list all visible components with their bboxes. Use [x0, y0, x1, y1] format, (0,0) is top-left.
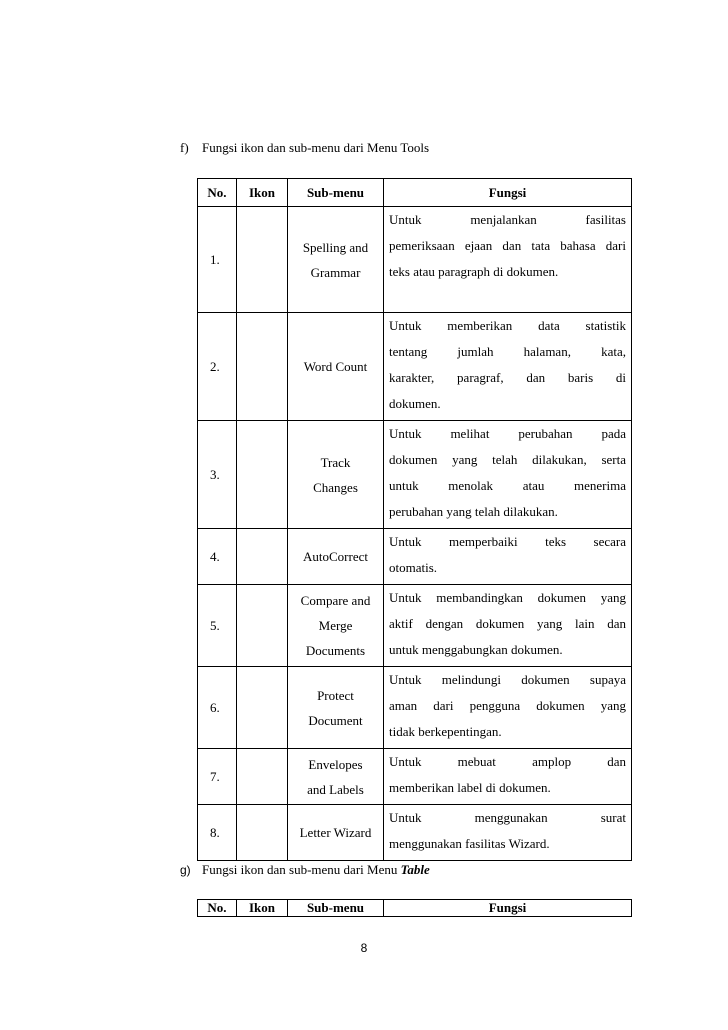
section-g-marker: g) — [180, 863, 191, 877]
row-submenu — [288, 207, 384, 313]
row-fungsi — [384, 421, 632, 529]
row-fungsi — [384, 313, 632, 421]
table-row — [198, 667, 632, 749]
fungsi-line: Untuk memberikan data statistik — [389, 318, 626, 333]
submenu-line: Letter Wizard — [299, 825, 372, 840]
fungsi-line: aman dari pengguna dokumen yang — [389, 698, 626, 713]
row-submenu — [288, 749, 384, 805]
row-fungsi — [384, 585, 632, 667]
section-g-heading — [180, 862, 430, 878]
row-fungsi — [384, 805, 632, 861]
table-row — [198, 805, 632, 861]
submenu-line: Protect — [317, 687, 354, 703]
row-icon-cell — [237, 749, 288, 805]
row-number: 8. — [198, 805, 237, 861]
fungsi-line: memberikan label di dokumen. — [389, 780, 551, 795]
fungsi-line: untuk menggabungkan dokumen. — [389, 642, 563, 657]
row-number: 2. — [198, 313, 237, 421]
table-menu-table — [197, 899, 632, 917]
fungsi-line: perubahan yang telah dilakukan. — [389, 504, 558, 519]
fungsi-line: Untuk mebuat amplop dan — [389, 754, 626, 769]
fungsi-line: untuk menolak atau menerima — [389, 478, 626, 493]
section-g-title-emphasis: Table — [400, 862, 430, 877]
header-submenu: Sub-menu — [288, 900, 384, 917]
submenu-line: Spelling and — [302, 239, 369, 255]
header-ikon: Ikon — [237, 900, 288, 917]
section-f-title: Fungsi ikon dan sub-menu dari Menu Tools — [202, 140, 430, 155]
fungsi-line: dokumen yang telah dilakukan, serta — [389, 452, 626, 467]
row-icon-cell — [237, 421, 288, 529]
row-submenu — [288, 805, 384, 861]
section-g-title-prefix: Fungsi ikon dan sub-menu dari Menu — [202, 862, 401, 877]
tools-table — [197, 178, 632, 861]
row-submenu — [288, 667, 384, 749]
table-row — [198, 585, 632, 667]
fungsi-line: Untuk membandingkan dokumen yang — [389, 590, 626, 605]
submenu-line: Compare and — [300, 593, 371, 608]
table-row — [198, 313, 632, 421]
row-fungsi — [384, 749, 632, 805]
row-icon-cell — [237, 805, 288, 861]
fungsi-line: karakter, paragraf, dan baris di — [389, 370, 626, 385]
fungsi-line: pemeriksaan ejaan dan tata bahasa dari — [389, 238, 626, 253]
row-number: 1. — [198, 207, 237, 313]
row-submenu — [288, 313, 384, 421]
row-fungsi — [384, 529, 632, 585]
row-icon-cell — [237, 585, 288, 667]
header-fungsi: Fungsi — [384, 900, 632, 917]
submenu-line: and Labels — [307, 781, 364, 797]
row-submenu — [288, 421, 384, 529]
row-submenu — [288, 529, 384, 585]
fungsi-line: teks atau paragraph di dokumen. — [389, 264, 559, 279]
header-submenu: Sub-menu — [288, 179, 384, 207]
header-fungsi: Fungsi — [384, 179, 632, 207]
fungsi-line: Untuk melindungi dokumen supaya — [389, 672, 626, 687]
header-ikon: Ikon — [237, 179, 288, 207]
submenu-line: Changes — [313, 479, 358, 495]
row-fungsi — [384, 207, 632, 313]
row-number: 7. — [198, 749, 237, 805]
row-number: 3. — [198, 421, 237, 529]
row-icon-cell — [237, 207, 288, 313]
row-icon-cell — [237, 529, 288, 585]
fungsi-line: Untuk menggunakan surat — [389, 810, 626, 825]
submenu-line: Documents — [305, 643, 366, 658]
submenu-line: AutoCorrect — [303, 549, 368, 564]
fungsi-line: aktif dengan dokumen yang lain dan — [389, 616, 626, 631]
submenu-line: Grammar — [310, 264, 361, 280]
fungsi-line: Untuk melihat perubahan pada — [389, 426, 626, 441]
row-icon-cell — [237, 313, 288, 421]
table-row — [198, 207, 632, 313]
fungsi-line: dokumen. — [389, 396, 441, 411]
row-number: 4. — [198, 529, 237, 585]
table-row — [198, 421, 632, 529]
submenu-line: Word Count — [303, 359, 368, 374]
row-number: 6. — [198, 667, 237, 749]
table-row — [198, 529, 632, 585]
table-row — [198, 749, 632, 805]
submenu-line: Document — [308, 712, 363, 728]
fungsi-line: Untuk memperbaiki teks secara — [389, 534, 626, 549]
page-number: 8 — [360, 941, 368, 955]
submenu-line: Envelopes — [308, 756, 363, 772]
row-fungsi — [384, 667, 632, 749]
header-no: No. — [198, 900, 237, 917]
tools-table-header — [198, 179, 632, 207]
submenu-line: Merge — [318, 618, 353, 633]
fungsi-line: Untuk menjalankan fasilitas — [389, 212, 626, 227]
table-menu-table-header — [198, 900, 632, 917]
fungsi-line: tidak berkepentingan. — [389, 724, 502, 739]
row-icon-cell — [237, 667, 288, 749]
row-submenu — [288, 585, 384, 667]
submenu-line: Track — [320, 454, 351, 470]
fungsi-line: otomatis. — [389, 560, 438, 575]
fungsi-line: menggunakan fasilitas Wizard. — [389, 836, 550, 851]
row-number: 5. — [198, 585, 237, 667]
fungsi-line: tentang jumlah halaman, kata, — [389, 344, 626, 359]
section-f-heading — [180, 140, 429, 156]
header-no: No. — [198, 179, 237, 207]
section-f-marker: f) — [180, 140, 189, 155]
